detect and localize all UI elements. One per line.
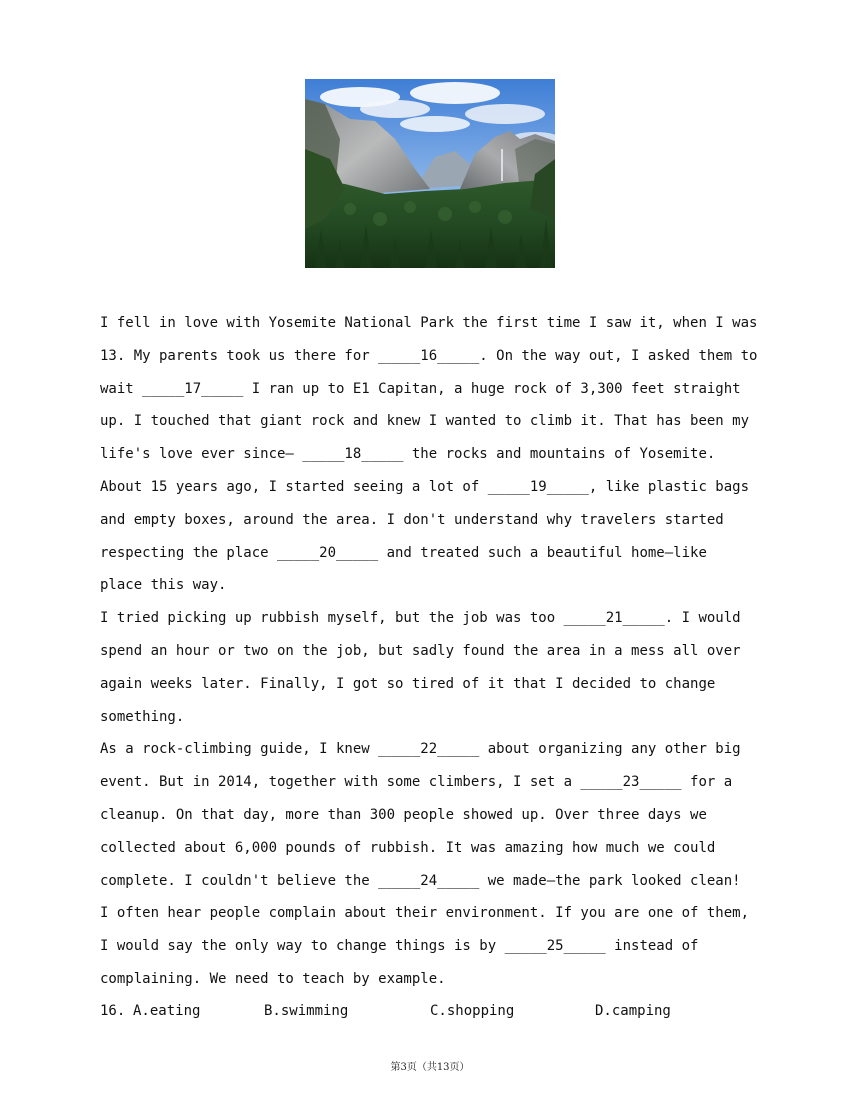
passage-line: place this way. [100, 577, 227, 594]
passage-line: About 15 years ago, I started seeing a lot of _____19_____, like plastic bags [100, 478, 750, 495]
option-c[interactable]: C.shopping [430, 1003, 515, 1019]
passage-line: up. I touched that giant rock and knew I wanted to climb it. That has been my [100, 413, 750, 430]
option-d[interactable]: D.camping [595, 1003, 671, 1019]
passage-line: collected about 6,000 pounds of rubbish. It was amazing how much we could [100, 839, 716, 856]
reading-passage [100, 307, 800, 996]
option-a[interactable]: A.eating [133, 1003, 201, 1019]
question-16-options [100, 995, 800, 1027]
passage-line: I would say the only way to change things is by _____25_____ instead of [100, 938, 699, 955]
passage-line: complaining. We need to teach by example. [100, 970, 446, 987]
passage-line: I tried picking up rubbish myself, but the job was too _____21_____. I would [100, 610, 741, 627]
yosemite-valley-photo [305, 79, 555, 268]
passage-line: I often hear people complain about their environment. If you are one of them, [100, 905, 750, 922]
passage-line: and empty boxes, around the area. I don't understand why travelers started [100, 511, 724, 528]
passage-line: event. But in 2014, together with some climbers, I set a _____23_____ for a [100, 774, 733, 791]
passage-line: 13. My parents took us there for _____16_____. On the way out, I asked them to [100, 347, 758, 364]
passage-line: respecting the place _____20_____ and treated such a beautiful home—like [100, 544, 707, 561]
passage-line: life's love ever since— _____18_____ the rocks and mountains of Yosemite. [100, 446, 716, 463]
passage-line: As a rock-climbing guide, I knew _____22_____ about organizing any other big [100, 741, 741, 758]
passage-line: again weeks later. Finally, I got so tired of it that I decided to change [100, 675, 716, 692]
option-b[interactable]: B.swimming [264, 1003, 349, 1019]
passage-line: spend an hour or two on the job, but sadly found the area in a mess all over [100, 642, 741, 659]
passage-line: cleanup. On that day, more than 300 people showed up. Over three days we [100, 806, 707, 823]
passage-line: complete. I couldn't believe the _____24_____ we made—the park looked clean! [100, 872, 741, 889]
passage-line: I fell in love with Yosemite National Park the first time I saw it, when I was [100, 315, 758, 331]
passage-line: wait _____17_____ I ran up to E1 Capitan, a huge rock of 3,300 feet straight [100, 380, 741, 397]
passage-line: something. [100, 708, 185, 725]
question-number: 16. [100, 1003, 126, 1019]
page-number-footer: 第3页（共13页） [390, 1062, 470, 1073]
